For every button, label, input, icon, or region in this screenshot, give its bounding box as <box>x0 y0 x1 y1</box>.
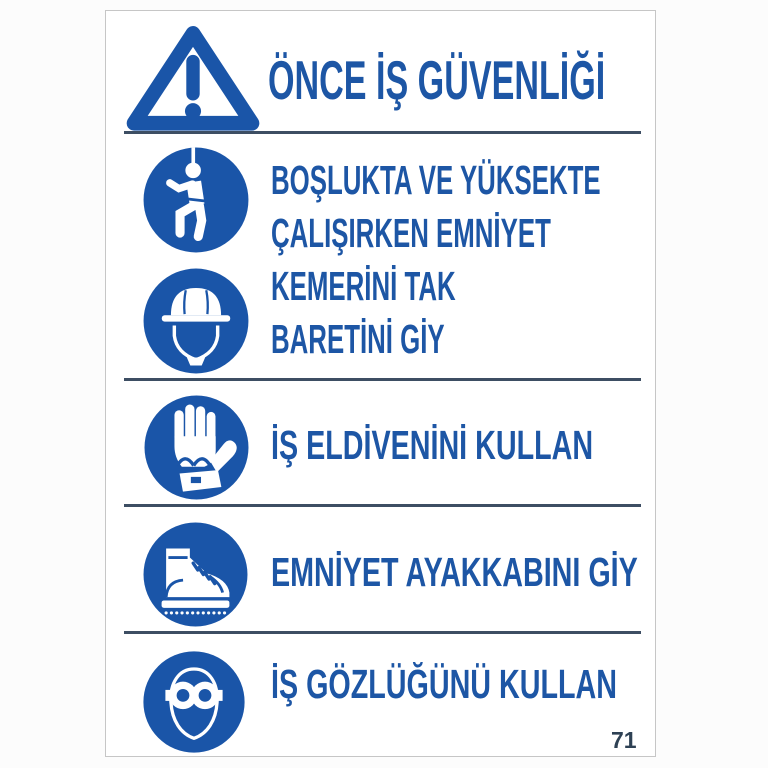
page-number: 71 <box>611 727 637 753</box>
safety-goggles-icon <box>139 647 249 757</box>
goggles-instruction: İŞ GÖZLÜĞÜNÜ KULLAN <box>271 661 617 707</box>
sign-title: ÖNCE İŞ GÜVENLİĞİ <box>268 49 606 111</box>
boots-instruction: EMNİYET AYAKKABINI GİY <box>271 549 638 595</box>
section-divider <box>124 631 641 634</box>
section-divider <box>124 504 641 507</box>
instruction-line: KEMERİNİ TAK <box>271 263 456 309</box>
section-divider <box>124 378 641 381</box>
safety-harness-icon <box>139 143 253 257</box>
instruction-line: BARETİNİ GİY <box>271 316 445 362</box>
hard-hat-icon <box>139 264 253 378</box>
gloves-instruction: İŞ ELDİVENİNİ KULLAN <box>271 422 594 468</box>
section-divider <box>124 131 641 134</box>
safety-boots-icon <box>139 518 252 631</box>
warning-triangle-icon <box>126 24 260 134</box>
instruction-line: ÇALIŞIRKEN EMNİYET <box>271 210 551 256</box>
work-gloves-icon <box>140 391 253 504</box>
sign-panel <box>105 10 656 757</box>
instruction-line: BOŞLUKTA VE YÜKSEKTE <box>271 157 601 203</box>
harness-helmet-instructions <box>271 154 768 366</box>
